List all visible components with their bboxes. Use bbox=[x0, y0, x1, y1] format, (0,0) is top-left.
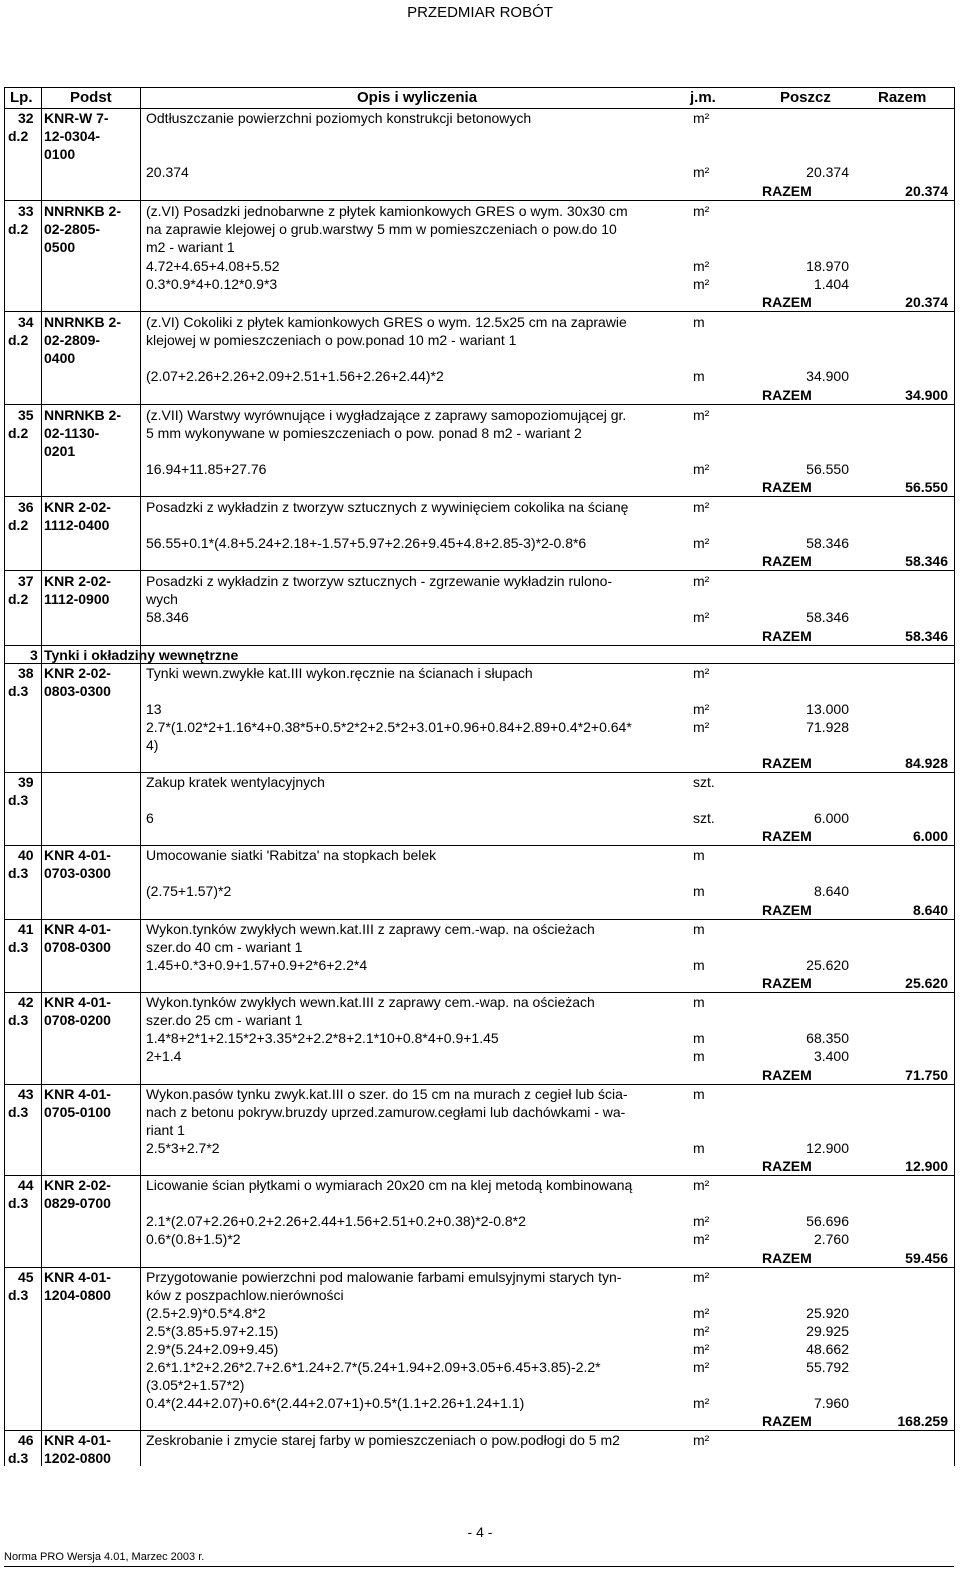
calc-unit: m bbox=[693, 1048, 705, 1064]
calc-value: 12.900 bbox=[806, 1140, 849, 1156]
razem-value: 58.346 bbox=[905, 628, 948, 644]
calc-expression: (2.75+1.57)*2 bbox=[146, 883, 232, 899]
item-unit: m² bbox=[693, 573, 710, 589]
calc-value: 56.550 bbox=[806, 461, 849, 477]
item-unit: m² bbox=[693, 407, 710, 423]
item-podst: KNR 2-02- bbox=[44, 1177, 111, 1193]
table-right-border bbox=[954, 87, 955, 1466]
item-podst: KNR 4-01- bbox=[44, 1269, 111, 1285]
razem-label: RAZEM bbox=[762, 1413, 812, 1429]
item-podst: 02-2809- bbox=[44, 332, 101, 348]
calc-unit: m bbox=[693, 368, 705, 384]
item-section: d.3 bbox=[8, 792, 29, 808]
item-podst: KNR-W 7- bbox=[44, 110, 109, 126]
item-number: 44 bbox=[18, 1177, 34, 1193]
item-section: d.3 bbox=[8, 1287, 29, 1303]
calc-expression: (2.07+2.26+2.26+2.09+2.51+1.56+2.26+2.44)*2 bbox=[146, 368, 444, 384]
razem-value: 34.900 bbox=[905, 387, 948, 403]
calc-value: 20.374 bbox=[806, 164, 849, 180]
calc-value: 6.000 bbox=[813, 810, 849, 826]
calc-expression: 2.9*(5.24+2.09+9.45) bbox=[146, 1341, 279, 1357]
calc-unit: szt. bbox=[693, 810, 715, 826]
row-divider bbox=[4, 404, 954, 405]
section-title: Tynki i okładziny wewnętrzne bbox=[44, 647, 239, 663]
item-title: Tynki wewn.zwykłe kat.III wykon.ręcznie na ścianach i słupach bbox=[146, 665, 533, 681]
item-section: d.3 bbox=[8, 1195, 29, 1211]
calc-value: 18.970 bbox=[806, 258, 849, 274]
item-title: na zaprawie klejowej o grub.warstwy 5 mm w pomieszczeniach o pow.do 10 bbox=[146, 221, 617, 237]
item-podst: KNR 2-02- bbox=[44, 573, 111, 589]
calc-expression: 2.5*(3.85+5.97+2.15) bbox=[146, 1323, 279, 1339]
item-unit: m² bbox=[693, 203, 710, 219]
item-podst: KNR 4-01- bbox=[44, 921, 111, 937]
item-unit: m bbox=[693, 1086, 705, 1102]
item-number: 39 bbox=[18, 774, 34, 790]
item-title: m2 - wariant 1 bbox=[146, 239, 235, 255]
razem-label: RAZEM bbox=[762, 183, 812, 199]
col-jm: j.m. bbox=[690, 89, 716, 106]
calc-value: 2.760 bbox=[813, 1231, 849, 1247]
footer-rule bbox=[4, 1566, 954, 1567]
calc-unit: m² bbox=[693, 1359, 710, 1375]
item-podst: 12-0304- bbox=[44, 128, 101, 144]
item-title: Posadzki z wykładzin z tworzyw sztucznych - zgrzewanie wykładzin rulono- bbox=[146, 573, 613, 589]
item-title: riant 1 bbox=[146, 1122, 185, 1138]
row-divider bbox=[4, 570, 954, 571]
col-divider-lp bbox=[41, 87, 42, 1466]
calc-unit: m² bbox=[693, 1231, 710, 1247]
item-podst: 1202-0800 bbox=[44, 1450, 111, 1466]
razem-label: RAZEM bbox=[762, 553, 812, 569]
item-section: d.3 bbox=[8, 1012, 29, 1028]
razem-label: RAZEM bbox=[762, 755, 812, 771]
item-title: (z.VI) Cokoliki z płytek kamionkowych GRES o wym. 12.5x25 cm na zaprawie bbox=[146, 314, 627, 330]
col-podst: Podst bbox=[70, 89, 112, 106]
calc-expression: 16.94+11.85+27.76 bbox=[146, 461, 267, 477]
item-podst: 0201 bbox=[44, 443, 76, 459]
item-title: wych bbox=[146, 591, 178, 607]
calc-unit: m bbox=[693, 1140, 705, 1156]
item-podst: KNR 2-02- bbox=[44, 499, 111, 515]
item-number: 33 bbox=[18, 203, 34, 219]
calc-value: 58.346 bbox=[806, 609, 849, 625]
calc-expression: 0.4*(2.44+2.07)+0.6*(2.44+2.07+1)+0.5*(1.1+2.26+1.24+1.1) bbox=[146, 1395, 525, 1411]
calc-value: 71.928 bbox=[806, 719, 849, 735]
item-section: d.2 bbox=[8, 517, 29, 533]
row-divider bbox=[4, 311, 954, 312]
calc-expression: (3.05*2+1.57*2) bbox=[146, 1377, 245, 1393]
col-divider-podst bbox=[140, 87, 141, 1466]
item-unit: szt. bbox=[693, 774, 715, 790]
item-podst: 02-2805- bbox=[44, 221, 101, 237]
item-section: d.3 bbox=[8, 683, 29, 699]
item-unit: m² bbox=[693, 110, 710, 126]
calc-value: 25.620 bbox=[806, 957, 849, 973]
col-opis: Opis i wyliczenia bbox=[357, 89, 478, 106]
item-number: 42 bbox=[18, 994, 34, 1010]
razem-value: 20.374 bbox=[905, 183, 948, 199]
item-title: klejowej w pomieszczeniach o pow.ponad 10 m2 - wariant 1 bbox=[146, 332, 517, 348]
item-title: Przygotowanie powierzchni pod malowanie farbami emulsyjnymi starych tyn- bbox=[146, 1269, 622, 1285]
item-title: Licowanie ścian płytkami o wymiarach 20x20 cm na klej metodą kombinowaną bbox=[146, 1177, 633, 1193]
item-number: 35 bbox=[18, 407, 34, 423]
item-title: Zakup kratek wentylacyjnych bbox=[146, 774, 325, 790]
item-title: Zeskrobanie i zmycie starej farby w pomieszczeniach o pow.podłogi do 5 m2 bbox=[146, 1432, 620, 1448]
calc-expression: 0.6*(0.8+1.5)*2 bbox=[146, 1231, 241, 1247]
razem-label: RAZEM bbox=[762, 1250, 812, 1266]
item-unit: m² bbox=[693, 1177, 710, 1193]
calc-expression: 20.374 bbox=[146, 164, 189, 180]
item-podst: 0708-0300 bbox=[44, 939, 111, 955]
calc-value: 7.960 bbox=[813, 1395, 849, 1411]
item-title: (z.VII) Warstwy wyrównujące i wygładzające z zaprawy samopoziomującej gr. bbox=[146, 407, 627, 423]
item-title: Umocowanie siatki 'Rabitza' na stopkach belek bbox=[146, 847, 437, 863]
calc-value: 29.925 bbox=[806, 1323, 849, 1339]
item-section: d.3 bbox=[8, 865, 29, 881]
calc-value: 1.404 bbox=[813, 276, 849, 292]
razem-value: 12.900 bbox=[905, 1158, 948, 1174]
item-unit: m² bbox=[693, 499, 710, 515]
item-title: Odtłuszczanie powierzchni poziomych konstrukcji betonowych bbox=[146, 110, 532, 126]
item-unit: m² bbox=[693, 1269, 710, 1285]
calc-expression: 1.4*8+2*1+2.15*2+3.35*2+2.2*8+2.1*10+0.8*4+0.9+1.45 bbox=[146, 1030, 499, 1046]
item-unit: m bbox=[693, 847, 705, 863]
item-podst: 1112-0900 bbox=[44, 591, 110, 607]
software-version: Norma PRO Wersja 4.01, Marzec 2003 r. bbox=[4, 1551, 205, 1563]
item-number: 43 bbox=[18, 1086, 34, 1102]
razem-label: RAZEM bbox=[762, 828, 812, 844]
calc-unit: m² bbox=[693, 461, 710, 477]
item-podst: 1204-0800 bbox=[44, 1287, 111, 1303]
razem-label: RAZEM bbox=[762, 1158, 812, 1174]
col-lp: Lp. bbox=[10, 89, 33, 106]
row-divider bbox=[4, 496, 954, 497]
item-title: Posadzki z wykładzin z tworzyw sztucznych z wywinięciem cokolika na ścianę bbox=[146, 499, 629, 515]
razem-value: 20.374 bbox=[905, 294, 948, 310]
razem-value: 25.620 bbox=[905, 975, 948, 991]
razem-label: RAZEM bbox=[762, 902, 812, 918]
razem-value: 84.928 bbox=[905, 755, 948, 771]
item-section: d.2 bbox=[8, 332, 29, 348]
razem-value: 6.000 bbox=[912, 828, 948, 844]
calc-unit: m² bbox=[693, 258, 710, 274]
razem-label: RAZEM bbox=[762, 479, 812, 495]
item-podst: 0703-0300 bbox=[44, 865, 111, 881]
calc-expression: 2+1.4 bbox=[146, 1048, 182, 1064]
calc-value: 58.346 bbox=[806, 535, 849, 551]
item-podst: 0400 bbox=[44, 350, 76, 366]
item-title: szer.do 40 cm - wariant 1 bbox=[146, 939, 303, 955]
item-title: (z.VI) Posadzki jednobarwne z płytek kamionkowych GRES o wym. 30x30 cm bbox=[146, 203, 628, 219]
table-left-border bbox=[4, 87, 5, 1466]
item-number: 46 bbox=[18, 1432, 34, 1448]
calc-expression: (2.5+2.9)*0.5*4.8*2 bbox=[146, 1305, 266, 1321]
item-number: 34 bbox=[18, 314, 34, 330]
item-title: ków z poszpachlow.nierówności bbox=[146, 1287, 344, 1303]
item-title: Wykon.tynków zwykłych wewn.kat.III z zaprawy cem.-wap. na ościeżach bbox=[146, 994, 595, 1010]
razem-value: 56.550 bbox=[905, 479, 948, 495]
razem-label: RAZEM bbox=[762, 1067, 812, 1083]
calc-unit: m² bbox=[693, 1213, 710, 1229]
item-title: Wykon.pasów tynku zwyk.kat.III o szer. do 15 cm na murach z cegieł lub ścia- bbox=[146, 1086, 628, 1102]
calc-unit: m² bbox=[693, 1323, 710, 1339]
row-divider bbox=[4, 200, 954, 201]
calc-unit: m² bbox=[693, 1341, 710, 1357]
razem-label: RAZEM bbox=[762, 628, 812, 644]
calc-expression: 4.72+4.65+4.08+5.52 bbox=[146, 258, 280, 274]
item-podst: KNR 4-01- bbox=[44, 847, 111, 863]
razem-value: 8.640 bbox=[912, 902, 948, 918]
item-unit: m² bbox=[693, 1432, 710, 1448]
calc-unit: m² bbox=[693, 276, 710, 292]
calc-value: 8.640 bbox=[813, 883, 849, 899]
calc-expression: 0.3*0.9*4+0.12*0.9*3 bbox=[146, 276, 278, 292]
calc-value: 3.400 bbox=[813, 1048, 849, 1064]
page-header-title: PRZEDMIAR ROBÓT bbox=[407, 4, 553, 21]
item-podst: 0100 bbox=[44, 146, 76, 162]
item-title: szer.do 25 cm - wariant 1 bbox=[146, 1012, 303, 1028]
item-section: d.3 bbox=[8, 939, 29, 955]
calc-value: 55.792 bbox=[806, 1359, 849, 1375]
calc-value: 48.662 bbox=[806, 1341, 849, 1357]
item-podst: 0829-0700 bbox=[44, 1195, 111, 1211]
calc-value: 34.900 bbox=[806, 368, 849, 384]
item-section: d.2 bbox=[8, 425, 29, 441]
page-number: - 4 - bbox=[467, 1524, 493, 1540]
item-podst: KNR 4-01- bbox=[44, 994, 111, 1010]
item-podst: 0705-0100 bbox=[44, 1104, 111, 1120]
item-podst: KNR 2-02- bbox=[44, 665, 111, 681]
item-number: 36 bbox=[18, 499, 34, 515]
item-section: d.2 bbox=[8, 591, 29, 607]
item-unit: m bbox=[693, 314, 705, 330]
calc-expression: 2.6*1.1*2+2.26*2.7+2.6*1.24+2.7*(5.24+1.94+2.09+3.05+6.45+3.85)-2.2* bbox=[146, 1359, 601, 1375]
calc-unit: m² bbox=[693, 535, 710, 551]
razem-label: RAZEM bbox=[762, 294, 812, 310]
table-header bbox=[4, 88, 954, 108]
item-number: 37 bbox=[18, 573, 34, 589]
calc-value: 56.696 bbox=[806, 1213, 849, 1229]
item-number: 45 bbox=[18, 1269, 34, 1285]
calc-expression: 13 bbox=[146, 701, 162, 717]
calc-unit: m bbox=[693, 1030, 705, 1046]
item-podst: NNRNKB 2- bbox=[44, 203, 121, 219]
item-podst: 02-1130- bbox=[44, 425, 100, 441]
calc-expression: 2.5*3+2.7*2 bbox=[146, 1140, 220, 1156]
razem-label: RAZEM bbox=[762, 387, 812, 403]
calc-expression: 1.45+0.*3+0.9+1.57+0.9+2*6+2.2*4 bbox=[146, 957, 368, 973]
calc-value: 25.920 bbox=[806, 1305, 849, 1321]
razem-value: 71.750 bbox=[905, 1067, 948, 1083]
item-unit: m bbox=[693, 994, 705, 1010]
calc-unit: m bbox=[693, 883, 705, 899]
item-section: d.2 bbox=[8, 221, 29, 237]
item-podst: NNRNKB 2- bbox=[44, 314, 121, 330]
calc-expression: 2.7*(1.02*2+1.16*4+0.38*5+0.5*2*2+2.5*2+3.01+0.96+0.84+2.89+0.4*2+0.64* bbox=[146, 719, 632, 735]
calc-unit: m² bbox=[693, 1395, 710, 1411]
calc-value: 68.350 bbox=[806, 1030, 849, 1046]
calc-expression: 4) bbox=[146, 737, 159, 753]
razem-value: 168.259 bbox=[897, 1413, 948, 1429]
item-number: 32 bbox=[18, 110, 34, 126]
razem-label: RAZEM bbox=[762, 975, 812, 991]
col-poszcz: Poszcz bbox=[780, 89, 831, 106]
item-title: 5 mm wykonywane w pomieszczeniach o pow. ponad 8 m2 - wariant 2 bbox=[146, 425, 582, 441]
razem-value: 58.346 bbox=[905, 553, 948, 569]
item-podst: 0803-0300 bbox=[44, 683, 111, 699]
item-podst: 0708-0200 bbox=[44, 1012, 111, 1028]
calc-expression: 58.346 bbox=[146, 609, 189, 625]
col-razem: Razem bbox=[878, 89, 927, 106]
item-section: d.3 bbox=[8, 1104, 29, 1120]
item-number: 41 bbox=[18, 921, 34, 937]
calc-expression: 2.1*(2.07+2.26+0.2+2.26+2.44+1.56+2.51+0.2+0.38)*2-0.8*2 bbox=[146, 1213, 526, 1229]
razem-value: 59.456 bbox=[905, 1250, 948, 1266]
item-section: d.3 bbox=[8, 1450, 29, 1466]
calc-unit: m bbox=[693, 957, 705, 973]
item-podst: NNRNKB 2- bbox=[44, 407, 121, 423]
calc-unit: m² bbox=[693, 701, 710, 717]
item-number: 40 bbox=[18, 847, 34, 863]
item-podst: 0500 bbox=[44, 239, 76, 255]
item-unit: m bbox=[693, 921, 705, 937]
calc-unit: m² bbox=[693, 1305, 710, 1321]
item-podst: KNR 4-01- bbox=[44, 1086, 111, 1102]
item-section: d.2 bbox=[8, 128, 29, 144]
calc-value: 13.000 bbox=[806, 701, 849, 717]
section-number: 3 bbox=[30, 647, 38, 663]
calc-expression: 56.55+0.1*(4.8+5.24+2.18+-1.57+5.97+2.26+9.45+4.8+2.85-3)*2-0.8*6 bbox=[146, 535, 587, 551]
item-title: Wykon.tynków zwykłych wewn.kat.III z zaprawy cem.-wap. na ościeżach bbox=[146, 921, 595, 937]
item-podst: 1112-0400 bbox=[44, 517, 110, 533]
item-title: nach z betonu pokryw.bruzdy uprzed.zamurow.cegłami lub dachówkami - wa- bbox=[146, 1104, 626, 1120]
item-number: 38 bbox=[18, 665, 34, 681]
item-unit: m² bbox=[693, 665, 710, 681]
calc-unit: m² bbox=[693, 164, 710, 180]
item-podst: KNR 4-01- bbox=[44, 1432, 111, 1448]
calc-expression: 6 bbox=[146, 810, 154, 826]
calc-unit: m² bbox=[693, 719, 710, 735]
calc-unit: m² bbox=[693, 609, 710, 625]
